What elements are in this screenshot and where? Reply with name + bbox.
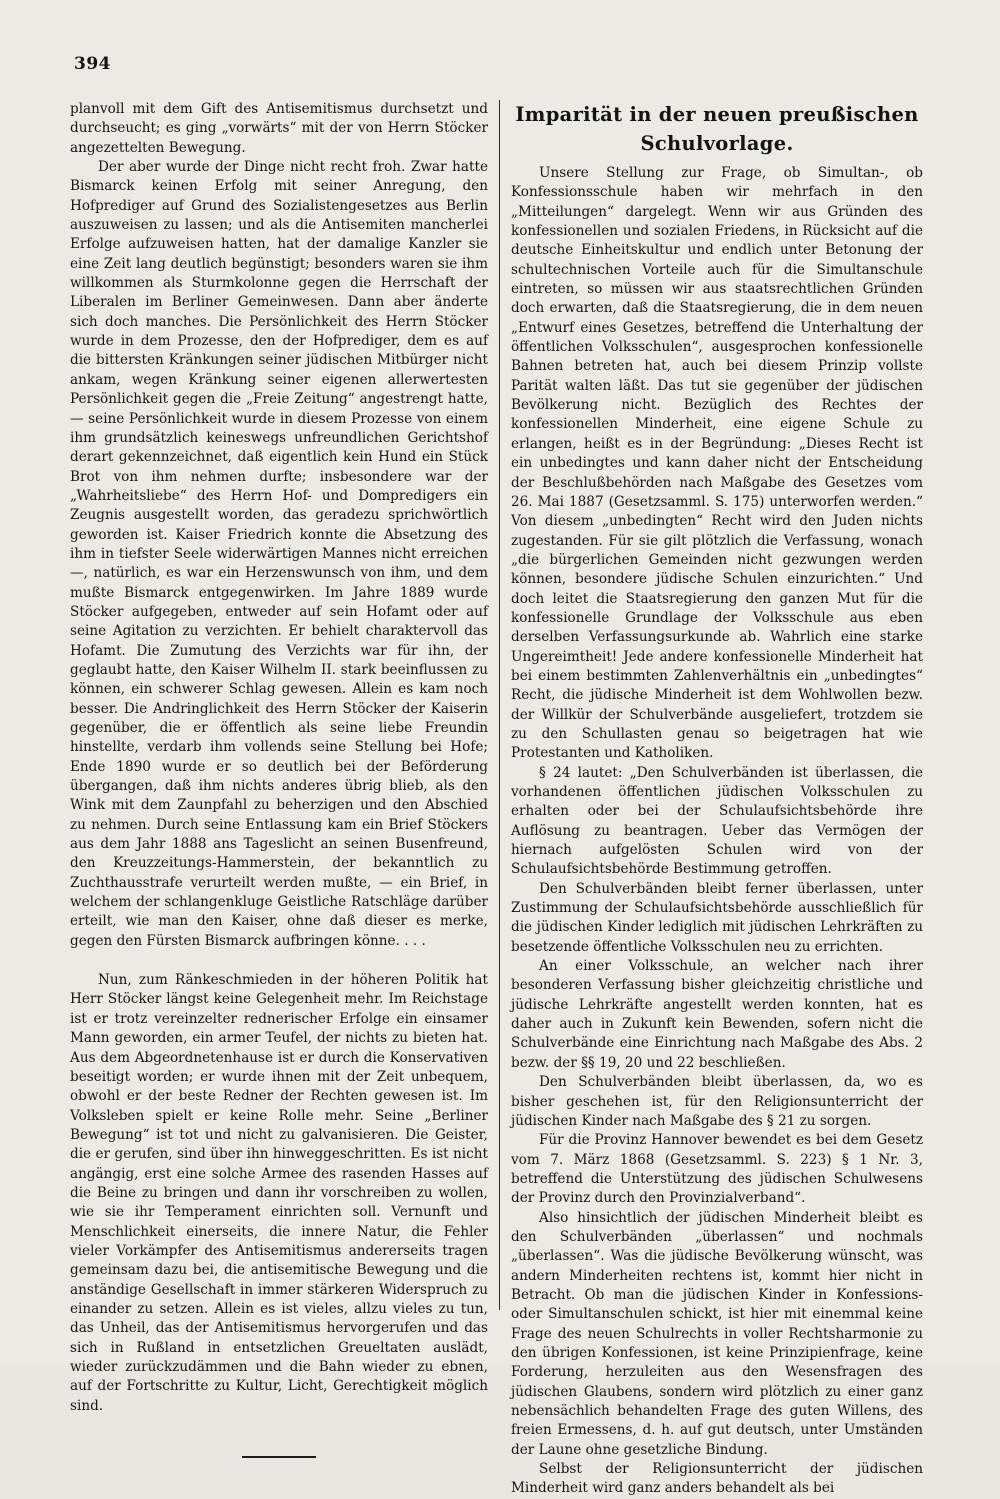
paragraph: Also hinsichtlich der jüdischen Minderheit bleibt es den Schulverbänden „überlassen“ und nochmals „überlassen“. Was die jüdische Bevölkerung wünscht, was andern Minderheiten rechtens ist, kommt hier nicht in Betracht. Ob man die jüdischen Kinder in Konfessions- oder Simultanschulen schickt, ist hier mit einemmal keine Frage des neuen Schulrechts in voller Rechtsharmonie zu den übrigen Konfessionen, ist keine Prinzipienfrage, keine Forderung, herzuleiten aus den Wesensfragen des jüdischen Glaubens, sondern wird plötzlich zu einer ganz nebensächlich behandelten Frage des guten Willens, des freien Ermessens, d. h. auf gut deutsch, unter Umständen der Laune ohne gesetzliche Bindung. [511,1209,923,1458]
paragraph: Der aber wurde der Dinge nicht recht froh. Zwar hatte Bismarck keinen Erfolg mit seiner Anregung, den Hofprediger auf Grund des Sozialistengesetzes aus Berlin auszuweisen zu lassen; und als die Antisemiten mancherlei Erfolge aufzuweisen hatten, hat der damalige Kanzler sie eine Zeit lang deutlich begünstigt; besonders waren sie ihm willkommen als Sturmkolonne gegen die Herrschaft der Liberalen im Berliner Gemeinwesen. Dann aber änderte sich doch manches. Die Persönlichkeit des Herrn Stöcker wurde in dem Prozesse, den der Hofprediger, dem es auf die bittersten Kränkungen seiner jüdischen Mitbürger nicht ankam, wegen Kränkung seiner eigenen allerwertesten Persönlichkeit gegen die „Freie Zeitung“ angestrengt hatte, — seine Persönlichkeit wurde in diesem Prozesse von einem ihm grundsätzlich keineswegs unfreundlichen Gerichtshof derart gekennzeichnet, daß eigentlich kein Hund ein Stück Brot von ihm nehmen durfte; insbesondere war der „Wahrheitsliebe“ des Herrn Hof- und Dompredigers ein Zeugnis ausgestellt worden, das geradezu sprichwörtlich geworden ist. Kaiser Friedrich konnte die Absetzung des ihm in tiefster Seele widerwärtigen Mannes nicht erreichen —, natürlich, es war ein Herzenswunsch von ihm, und dem mußte Bismarck entgegenwirken. Im Jahre 1889 wurde Stöcker aufgegeben, entweder auf sein Hofamt oder auf seine Agitation zu verzichten. Er behielt charaktervoll das Hofamt. Die Zumutung des Verzichts war für ihn, der geglaubt hatte, den Kaiser Wilhelm II. stark beeinflussen zu können, ein schwerer Schlag gewesen. Allein es kam noch besser. Die Andringlichkeit des Herrn Stöcker der Kaiserin gegenüber, die er öffentlich als seine liebe Freundin hinstellte, verdarb ihm vollends seine Stellung bei Hofe; Ende 1890 wurde er so deutlich bei der Beförderung übergangen, daß ihm nichts anderes übrig blieb, als den Wink mit dem Zaunpfahl zu beherzigen und den Abschied zu nehmen. Durch seine Entlassung kam ein Brief Stöckers aus dem Jahr 1888 ans Tageslicht an seinen Busenfreund, den Kreuzzeitungs-Hammerstein, der bekanntlich zu Zuchthausstrafe verurteilt werden mußte, — ein Brief, in welchem der schlangenkluge Geistliche Ratschläge darüber erteilt, wie man den Kaiser, ohne daß dieser es merke, gegen den Fürsten Bismarck aufbringen könne. . . . [70,159,488,949]
article-title: Imparität in der neuen preußischen Schulvorlage. [515,103,919,155]
paragraph: Unsere Stellung zur Frage, ob Simultan-, ob Konfessionsschule haben wir mehrfach in den „Mitteilungen“ dargelegt. Wenn wir aus Gründen des konfessionellen und sozialen Friedens, in Rücksicht auf die deutsche Einheitskultur und endlich unter Betonung der schultechnischen Vorteile auch für die Simultanschule eintreten, so müssen wir aus staatsrechtlichen Gründen doch erwarten, daß die Staatsregierung, die in dem neuen „Entwurf eines Gesetzes, betreffend die Unterhaltung der öffentlichen Volksschulen“, ausgesprochen konfessionelle Bahnen betreten hat, auch bei diesem Prinzip vollste Parität walten läßt. Das tut sie gegenüber der jüdischen Bevölkerung nicht. Bezüglich des Rechtes der konfessionellen Minderheit, eine eigene Schule zu erlangen, heißt es in der Begründung: „Dieses Recht ist ein unbedingtes und kann daher nicht der Entscheidung der Beschlußbehörden nach Maßgabe des Gesetzes vom 26. Mai 1887 (Gesetzsamml. S. 175) unterworfen werden.“ Von diesem „unbedingten“ Recht wird den Juden nichts zugestanden. Für sie gilt plötzlich die Verfassung, wonach „die bürgerlichen Gemeinden nicht gezwungen werden können, besondere jüdische Schulen einzurichten.“ Und doch leitet die Staatsregierung den ganzen Mut für die konfessionelle Grundlage der Volksschule aus eben derselben Verfassungsurkunde ab. Wahrlich eine starke Ungereimtheit! Jede andere konfessionelle Minderheit hat bei einem bestimmten Zahlenverhältnis ein „unbedingtes“ Recht, die jüdische Minderheit ist dem Wohlwollen bezw. der Willkür der Schulverbände ausgeliefert, trotzdem sie zu den Schullasten genau so beigetragen hat wie Protestanten und Katholiken. [511,165,923,762]
paragraph: Selbst der Religionsunterricht der jüdischen Minderheit wird ganz anders behandelt als bei [511,1461,923,1497]
section-end-rule [242,1456,316,1458]
paragraph: Für die Provinz Hannover bewendet es bei dem Gesetz vom 7. März 1868 (Gesetzsamml. S. 223) § 1 Nr. 3, betreffend die Unterstützung des jüdischen Schulwesens der Provinz durch den Provinzialverband“. [511,1132,923,1207]
paragraph: planvoll mit dem Gift des Antisemitismus durchsetzt und durchseucht; es ging „vorwärts“ mit der von Herrn Stöcker angezettelten Bewegung. [70,101,488,156]
paragraph: Den Schulverbänden bleibt ferner überlassen, unter Zustimmung der Schulaufsichtsbehörde ausschließlich für die jüdischen Kinder lediglich mit jüdischen Lehrkräften zu besetzende öffentliche Volksschulen neu zu errichten. [511,880,923,955]
column-divider [499,100,500,1310]
paragraph: An einer Volksschule, an welcher nach ihrer besonderen Verfassung bisher gleichzeitig christliche und jüdische Lehrkräfte angestellt werden konnten, hat es daher auch in Zukunft kein Bewenden, sofern nicht die Schulverbände eine Einrichtung nach Maßgabe des Abs. 2 bezw. der §§ 19, 20 und 22 beschließen. [511,958,923,1071]
left-column [70,100,488,1458]
page-number: 394 [74,54,111,74]
paragraph: Den Schulverbänden bleibt überlassen, da, wo es bisher geschehen ist, für den Religionsunterricht der jüdischen Kinder nach Maßgabe des § 21 zu sorgen. [511,1074,923,1129]
right-column [511,100,923,1499]
paragraph: Nun, zum Ränkeschmieden in der höheren Politik hat Herr Stöcker längst keine Gelegenheit mehr. Im Reichstage ist er trotz vereinzelter rednerischer Erfolge ein einsamer Mann geworden, ein armer Teufel, der nichts zu bieten hat. Aus dem Abgeordnetenhause ist er durch die Konservativen beseitigt worden; er wurde ihnen mit der Zeit unbequem, obwohl er der beste Redner der Rechten gewesen ist. Im Volksleben spielt er keine Rolle mehr. Seine „Berliner Bewegung“ ist tot und nicht zu galvanisieren. Die Geister, die er gerufen, sind über ihn hinweggeschritten. Es ist nicht angängig, erst eine solche Armee des rasenden Hasses auf die Beine zu bringen und dann ihr vorschreiben zu wollen, wie sie ihr Temperament einrichten soll. Vernunft und Menschlichkeit einerseits, die innere Natur, die Fehler vieler Vorkämpfer des Antisemitismus andererseits tragen gemeinsam dazu bei, die antisemitische Bewegung und die anständige Gesellschaft in immer stärkeren Widerspruch zu einander zu setzen. Allein es ist vieles, allzu vieles zu tun, das Unheil, das der Antisemitismus hervorgerufen und das sich in Rußland in entsetzlichen Greueltaten auslädt, wieder zurückzudämmen und die Bahn wieder zu ebnen, auf der Fortschritte zu Kultur, Licht, Gerechtigkeit möglich sind. [70,972,488,1414]
paragraph: § 24 lautet: „Den Schulverbänden ist überlassen, die vorhandenen öffentlichen jüdischen Volksschulen zu erhalten oder bei der Schulaufsichtsbehörde ihre Auflösung zu beantragen. Ueber das Vermögen der hiernach aufgelösten Schulen wird von der Schulaufsichtsbehörde Bestimmung getroffen. [511,764,923,878]
